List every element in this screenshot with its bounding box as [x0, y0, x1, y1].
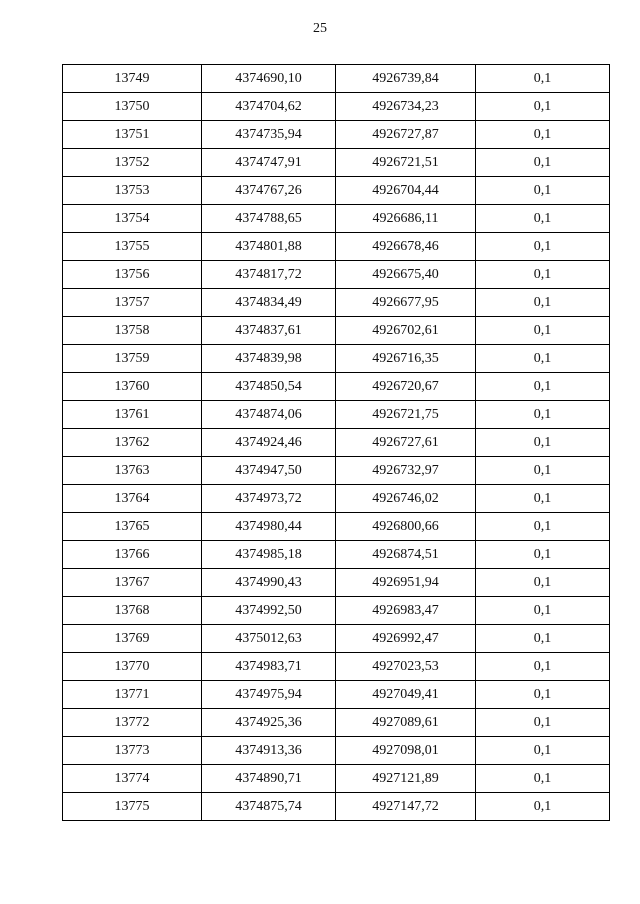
point-number-cell: 13752 — [63, 149, 202, 177]
x-coordinate-cell: 4374690,10 — [202, 65, 336, 93]
accuracy-cell: 0,1 — [476, 177, 610, 205]
y-coordinate-cell: 4926732,97 — [336, 457, 476, 485]
accuracy-cell: 0,1 — [476, 93, 610, 121]
point-number-cell: 13759 — [63, 345, 202, 373]
accuracy-cell: 0,1 — [476, 149, 610, 177]
y-coordinate-cell: 4926721,51 — [336, 149, 476, 177]
point-number-cell: 13763 — [63, 457, 202, 485]
accuracy-cell: 0,1 — [476, 65, 610, 93]
table-row — [63, 625, 610, 653]
y-coordinate-cell: 4927121,89 — [336, 765, 476, 793]
table-row — [63, 65, 610, 93]
coordinates-table — [62, 64, 610, 821]
x-coordinate-cell: 4374985,18 — [202, 541, 336, 569]
y-coordinate-cell: 4926704,44 — [336, 177, 476, 205]
y-coordinate-cell: 4926702,61 — [336, 317, 476, 345]
table-row — [63, 457, 610, 485]
x-coordinate-cell: 4374975,94 — [202, 681, 336, 709]
point-number-cell: 13765 — [63, 513, 202, 541]
table-row — [63, 737, 610, 765]
x-coordinate-cell: 4374913,36 — [202, 737, 336, 765]
table-row — [63, 765, 610, 793]
x-coordinate-cell: 4374990,43 — [202, 569, 336, 597]
point-number-cell: 13753 — [63, 177, 202, 205]
point-number-cell: 13762 — [63, 429, 202, 457]
point-number-cell: 13764 — [63, 485, 202, 513]
table-row — [63, 541, 610, 569]
x-coordinate-cell: 4374924,46 — [202, 429, 336, 457]
point-number-cell: 13770 — [63, 653, 202, 681]
y-coordinate-cell: 4926727,87 — [336, 121, 476, 149]
x-coordinate-cell: 4374801,88 — [202, 233, 336, 261]
point-number-cell: 13749 — [63, 65, 202, 93]
table-row — [63, 205, 610, 233]
accuracy-cell: 0,1 — [476, 625, 610, 653]
y-coordinate-cell: 4927049,41 — [336, 681, 476, 709]
x-coordinate-cell: 4374992,50 — [202, 597, 336, 625]
y-coordinate-cell: 4926992,47 — [336, 625, 476, 653]
table-row — [63, 485, 610, 513]
y-coordinate-cell: 4926983,47 — [336, 597, 476, 625]
y-coordinate-cell: 4927089,61 — [336, 709, 476, 737]
x-coordinate-cell: 4374767,26 — [202, 177, 336, 205]
table-row — [63, 793, 610, 821]
table-row — [63, 93, 610, 121]
accuracy-cell: 0,1 — [476, 737, 610, 765]
table-row — [63, 233, 610, 261]
y-coordinate-cell: 4926734,23 — [336, 93, 476, 121]
accuracy-cell: 0,1 — [476, 709, 610, 737]
accuracy-cell: 0,1 — [476, 233, 610, 261]
x-coordinate-cell: 4374788,65 — [202, 205, 336, 233]
point-number-cell: 13758 — [63, 317, 202, 345]
y-coordinate-cell: 4926951,94 — [336, 569, 476, 597]
point-number-cell: 13771 — [63, 681, 202, 709]
page-number: 25 — [313, 21, 327, 36]
accuracy-cell: 0,1 — [476, 681, 610, 709]
point-number-cell: 13775 — [63, 793, 202, 821]
table-row — [63, 681, 610, 709]
table-row — [63, 345, 610, 373]
accuracy-cell: 0,1 — [476, 569, 610, 597]
point-number-cell: 13766 — [63, 541, 202, 569]
x-coordinate-cell: 4374817,72 — [202, 261, 336, 289]
accuracy-cell: 0,1 — [476, 457, 610, 485]
accuracy-cell: 0,1 — [476, 289, 610, 317]
table-row — [63, 429, 610, 457]
y-coordinate-cell: 4926800,66 — [336, 513, 476, 541]
table-row — [63, 569, 610, 597]
x-coordinate-cell: 4374875,74 — [202, 793, 336, 821]
table-row — [63, 317, 610, 345]
accuracy-cell: 0,1 — [476, 429, 610, 457]
y-coordinate-cell: 4927098,01 — [336, 737, 476, 765]
accuracy-cell: 0,1 — [476, 317, 610, 345]
point-number-cell: 13774 — [63, 765, 202, 793]
accuracy-cell: 0,1 — [476, 205, 610, 233]
x-coordinate-cell: 4374983,71 — [202, 653, 336, 681]
table-row — [63, 149, 610, 177]
accuracy-cell: 0,1 — [476, 653, 610, 681]
accuracy-cell: 0,1 — [476, 401, 610, 429]
point-number-cell: 13768 — [63, 597, 202, 625]
x-coordinate-cell: 4374947,50 — [202, 457, 336, 485]
accuracy-cell: 0,1 — [476, 373, 610, 401]
accuracy-cell: 0,1 — [476, 597, 610, 625]
accuracy-cell: 0,1 — [476, 765, 610, 793]
y-coordinate-cell: 4926739,84 — [336, 65, 476, 93]
y-coordinate-cell: 4927023,53 — [336, 653, 476, 681]
accuracy-cell: 0,1 — [476, 513, 610, 541]
x-coordinate-cell: 4374735,94 — [202, 121, 336, 149]
table-row — [63, 177, 610, 205]
table-row — [63, 261, 610, 289]
table-row — [63, 401, 610, 429]
x-coordinate-cell: 4374850,54 — [202, 373, 336, 401]
point-number-cell: 13754 — [63, 205, 202, 233]
x-coordinate-cell: 4375012,63 — [202, 625, 336, 653]
y-coordinate-cell: 4926677,95 — [336, 289, 476, 317]
point-number-cell: 13751 — [63, 121, 202, 149]
x-coordinate-cell: 4374980,44 — [202, 513, 336, 541]
table-row — [63, 597, 610, 625]
point-number-cell: 13761 — [63, 401, 202, 429]
x-coordinate-cell: 4374925,36 — [202, 709, 336, 737]
accuracy-cell: 0,1 — [476, 261, 610, 289]
accuracy-cell: 0,1 — [476, 485, 610, 513]
y-coordinate-cell: 4926720,67 — [336, 373, 476, 401]
x-coordinate-cell: 4374837,61 — [202, 317, 336, 345]
table-row — [63, 121, 610, 149]
accuracy-cell: 0,1 — [476, 541, 610, 569]
x-coordinate-cell: 4374704,62 — [202, 93, 336, 121]
y-coordinate-cell: 4926678,46 — [336, 233, 476, 261]
point-number-cell: 13757 — [63, 289, 202, 317]
table-row — [63, 653, 610, 681]
y-coordinate-cell: 4926874,51 — [336, 541, 476, 569]
point-number-cell: 13750 — [63, 93, 202, 121]
table-row — [63, 289, 610, 317]
y-coordinate-cell: 4926716,35 — [336, 345, 476, 373]
x-coordinate-cell: 4374834,49 — [202, 289, 336, 317]
y-coordinate-cell: 4926721,75 — [336, 401, 476, 429]
y-coordinate-cell: 4926675,40 — [336, 261, 476, 289]
y-coordinate-cell: 4926746,02 — [336, 485, 476, 513]
point-number-cell: 13769 — [63, 625, 202, 653]
x-coordinate-cell: 4374839,98 — [202, 345, 336, 373]
y-coordinate-cell: 4927147,72 — [336, 793, 476, 821]
x-coordinate-cell: 4374890,71 — [202, 765, 336, 793]
table-row — [63, 709, 610, 737]
y-coordinate-cell: 4926686,11 — [336, 205, 476, 233]
x-coordinate-cell: 4374874,06 — [202, 401, 336, 429]
accuracy-cell: 0,1 — [476, 121, 610, 149]
point-number-cell: 13755 — [63, 233, 202, 261]
point-number-cell: 13772 — [63, 709, 202, 737]
y-coordinate-cell: 4926727,61 — [336, 429, 476, 457]
coordinates-table-body — [63, 65, 610, 821]
accuracy-cell: 0,1 — [476, 793, 610, 821]
accuracy-cell: 0,1 — [476, 345, 610, 373]
point-number-cell: 13767 — [63, 569, 202, 597]
point-number-cell: 13773 — [63, 737, 202, 765]
table-row — [63, 513, 610, 541]
table-row — [63, 373, 610, 401]
x-coordinate-cell: 4374973,72 — [202, 485, 336, 513]
point-number-cell: 13760 — [63, 373, 202, 401]
point-number-cell: 13756 — [63, 261, 202, 289]
x-coordinate-cell: 4374747,91 — [202, 149, 336, 177]
